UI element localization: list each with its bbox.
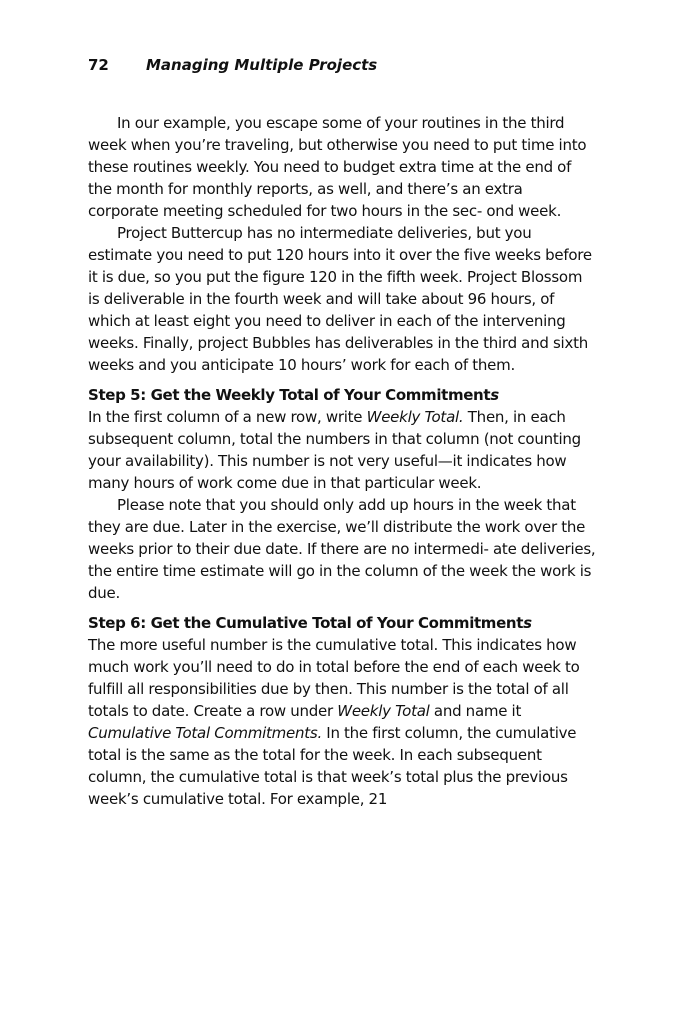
step6-p1-emphasis-1: Weekly Total xyxy=(337,702,430,720)
paragraph-projects: Project Buttercup has no intermediate deliveries, but you estimate you need to put 120 hours into it over the five weeks before it is due, so you put the figure 120 in the fifth week. Project Blossom is deliverable in the fourth week and will take about 96 hours, of which at least eight you need to deliver in each of the intervening weeks. Finally, project Bubbles has deliverables in the third and sixth weeks and you anticipate 10 hours’ work for each of them. xyxy=(88,224,592,374)
page-number: 72 xyxy=(88,56,109,74)
step6-p1-text-c: In the first column, the cumulative total is the same as the total for the week. In each subsequent column, the cumulative total is that week’s total plus the previous week’s cumulative total. For example, 21 xyxy=(88,724,577,808)
step6-p1-text-a: The more useful number is the cumulative total. This indicates how much work you’ll need to do in total before the end of each week to fulfill all responsibilities due by then. This number is the total of all totals to date. Create a row under xyxy=(88,636,580,720)
step6-p1-text-b: and name it xyxy=(429,702,522,720)
step5-p1-emphasis: Weekly Total. xyxy=(366,408,464,426)
step5-p1-text-a: In the first column of a new row, write xyxy=(88,408,367,426)
step6-paragraph-1 xyxy=(88,634,596,810)
step5-heading xyxy=(88,384,596,406)
step6-heading xyxy=(88,612,596,634)
step6-p1-emphasis-2: Cumulative Total Commitments. xyxy=(88,724,322,742)
step5-p1-text-b: Then, in each subsequent column, total the numbers in that column (not counting your availability). This number is not very useful—it indicates how many hours of work come due in that particular week. xyxy=(88,408,581,492)
running-head xyxy=(88,55,377,75)
running-head-title: Managing Multiple Projects xyxy=(146,56,378,74)
step5-paragraph-2: Please note that you should only add up hours in the week that they are due. Later in the exercise, we’ll distribute the work over the weeks prior to their due date. If there are no intermedi- ate deliveries, the entire time estimate will go in the column of the week the work is due. xyxy=(88,496,596,602)
step5-heading-tail: s xyxy=(490,386,499,404)
body-text xyxy=(88,112,596,810)
step5-paragraph-1 xyxy=(88,406,596,494)
step6-heading-text: Step 6: Get the Cumulative Total of Your Commitment xyxy=(88,614,524,632)
step5-heading-text: Step 5: Get the Weekly Total of Your Commitment xyxy=(88,386,491,404)
step6-heading-tail: s xyxy=(523,614,532,632)
paragraph-routines: In our example, you escape some of your routines in the third week when you’re traveling, but otherwise you need to put time into these routines weekly. You need to budget extra time at the end of the month for monthly reports, as well, and there’s an extra corporate meeting scheduled for two hours in the sec- ond week. xyxy=(88,114,587,220)
